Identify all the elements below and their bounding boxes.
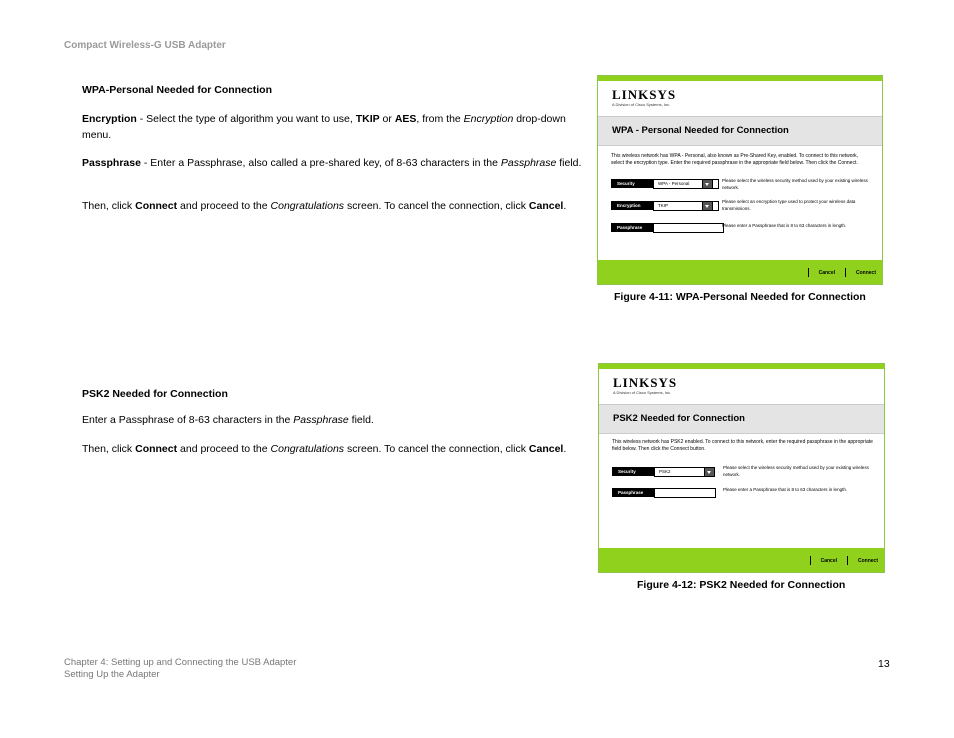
text: Then, click: [82, 200, 136, 212]
term-passphrase-italic: Passphrase: [500, 157, 557, 169]
wpa-personal-dialog-screenshot: [597, 75, 883, 285]
passphrase-label: Passphrase: [612, 488, 654, 497]
security-help-text: Please select the wireless security method used by your existing wireless network.: [723, 465, 869, 477]
security-select[interactable]: PSK2: [654, 467, 708, 477]
dialog-title-band: [599, 404, 884, 434]
chevron-down-icon[interactable]: [704, 467, 715, 477]
security-help-text: Please select the wireless security method used by your existing wireless network.: [722, 178, 868, 190]
chevron-down-icon[interactable]: [702, 201, 713, 211]
section-title-psk2: PSK2 Needed for Connection: [82, 388, 228, 400]
logo-tagline: A Division of Cisco Systems, Inc.: [613, 390, 672, 395]
text: field.: [556, 157, 582, 169]
psk2-dialog-screenshot: [598, 363, 885, 573]
passphrase-help-text: Please enter a Passphrase that is 8 to 63 characters in length.: [722, 223, 847, 228]
paragraph-passphrase: [82, 155, 582, 171]
text: drop-down menu.: [82, 113, 566, 141]
term-tkip: TKIP: [355, 113, 380, 125]
text: screen. To cancel the connection, click: [344, 200, 529, 212]
text: .: [563, 443, 567, 455]
divider: [847, 556, 848, 565]
text: Enter a Passphrase of 8-63 characters in the: [82, 414, 294, 426]
dialog-title: WPA - Personal Needed for Connection: [612, 125, 789, 136]
passphrase-label: Passphrase: [611, 223, 653, 232]
dialog-title-band: [598, 116, 882, 146]
text: and proceed to the: [177, 200, 271, 212]
divider: [845, 268, 846, 277]
text: , from the: [416, 113, 464, 125]
passphrase-input[interactable]: [654, 488, 716, 498]
term-encryption-italic: Encryption: [463, 113, 514, 125]
page-number: 13: [878, 658, 890, 670]
divider: [808, 268, 809, 277]
term-aes: AES: [394, 113, 417, 125]
running-header: Compact Wireless-G USB Adapter: [64, 40, 226, 51]
dialog-bottom-bar: [599, 548, 884, 572]
dialog-title: PSK2 Needed for Connection: [613, 413, 745, 424]
term-encryption: Encryption: [82, 113, 137, 125]
footer-section: Setting Up the Adapter: [64, 669, 160, 680]
divider: [810, 556, 811, 565]
text: .: [563, 200, 567, 212]
paragraph-then-click: [82, 198, 582, 214]
chevron-down-icon[interactable]: [702, 179, 713, 189]
dialog-buttons: [800, 556, 878, 565]
passphrase-input[interactable]: [653, 223, 724, 233]
encryption-select[interactable]: TKIP: [653, 201, 719, 211]
dialog-top-bar: [598, 76, 882, 81]
cancel-button[interactable]: Cancel: [818, 269, 835, 276]
figure-caption-4-11: Figure 4-11: WPA-Personal Needed for Connection: [614, 291, 866, 303]
figure-caption-4-12: Figure 4-12: PSK2 Needed for Connection: [637, 579, 846, 591]
paragraph-encryption: [82, 111, 572, 143]
text: screen. To cancel the connection, click: [344, 443, 529, 455]
term-passphrase-italic: Passphrase: [293, 414, 349, 426]
dialog-intro-text: This wireless network has PSK2 enabled. To connect to this network, enter the required passphrase in the appropriate field below. Then click the Connect button.: [612, 439, 873, 452]
security-label: Security: [611, 179, 653, 188]
encryption-help-text: Please select an encryption type used to protect your wireless data transmissions.: [722, 199, 856, 211]
paragraph-enter-passphrase: [82, 412, 572, 428]
term-connect: Connect: [135, 443, 178, 455]
security-label: Security: [612, 467, 654, 476]
term-connect: Connect: [135, 200, 178, 212]
connect-button[interactable]: Connect: [856, 269, 876, 276]
text: and proceed to the: [177, 443, 271, 455]
term-congratulations: Congratulations: [270, 200, 345, 212]
linksys-logo: LINKSYS: [612, 87, 677, 102]
encryption-label: Encryption: [611, 201, 653, 210]
term-passphrase: Passphrase: [82, 157, 141, 169]
paragraph-then-click-2: [82, 441, 582, 457]
text: Then, click: [82, 443, 136, 455]
text: or: [379, 113, 395, 125]
security-select[interactable]: WPA - Personal: [653, 179, 719, 189]
logo-tagline: A Division of Cisco Systems, Inc.: [612, 102, 671, 107]
dialog-top-bar: [599, 364, 884, 369]
text: field.: [348, 414, 374, 426]
term-cancel: Cancel: [528, 200, 564, 212]
section-title-wpa-personal: WPA-Personal Needed for Connection: [82, 84, 272, 96]
text: - Select the type of algorithm you want to use,: [136, 113, 356, 125]
dialog-buttons: [798, 268, 876, 277]
dialog-intro-text: This wireless network has WPA - Personal, also known as Pre-Shared Key, enabled. To connect to this network, select the encryption type. Enter the required passphrase in the appropriate field below. Then click the Connect.: [611, 153, 859, 166]
linksys-logo: LINKSYS: [613, 375, 678, 390]
connect-button[interactable]: Connect: [858, 557, 878, 564]
term-congratulations: Congratulations: [270, 443, 345, 455]
term-cancel: Cancel: [528, 443, 564, 455]
text: - Enter a Passphrase, also called a pre-shared key, of 8-63 characters in the: [140, 157, 501, 169]
footer-chapter: Chapter 4: Setting up and Connecting the USB Adapter: [64, 657, 297, 668]
dialog-bottom-bar: [598, 260, 882, 284]
cancel-button[interactable]: Cancel: [820, 557, 837, 564]
passphrase-help-text: Please enter a Passphrase that is 8 to 63 characters in length.: [723, 487, 848, 492]
